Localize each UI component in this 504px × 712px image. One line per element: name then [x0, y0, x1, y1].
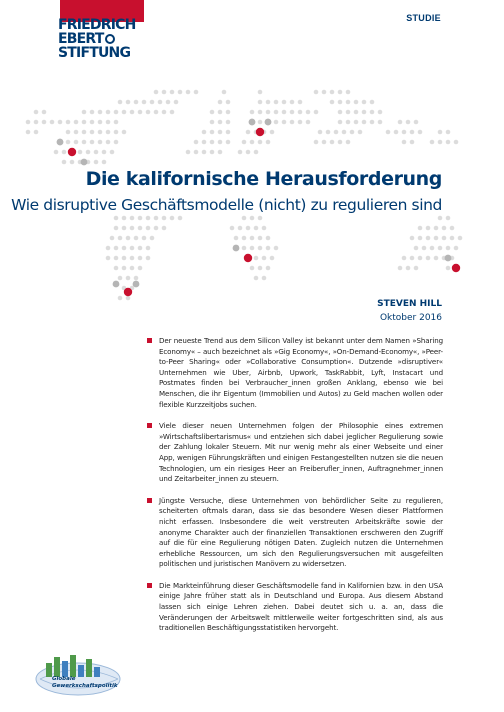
- globe-logo-icon: [30, 649, 130, 701]
- org-logo-line-2: EBERT: [58, 31, 104, 47]
- org-logo: [58, 18, 158, 60]
- footer-logo-text: [52, 676, 118, 690]
- globe-icon: [105, 34, 115, 44]
- summary-paragraph: Viele dieser neuen Unternehmen folgen der Philosophie eines extremen »Wirtschaftslibertarismus« und entziehen sich dabei jeglicher Regulierung sowie der Zahlung lokaler Steuern. Mit nur wenig mehr als einer Webseite und einer App, wenigen Führungskräften und einigen Festangestellten nutzen sie die neuen Technologien, um ein riesiges Heer an Freiberufler_innen, Auftragnehmer_innen und Zeitarbeiter_innen zu steuern.: [147, 421, 443, 485]
- summary-paragraph: Jüngste Versuche, diese Unternehmen von behördlicher Seite zu regulieren, scheiterten oftmals daran, dass sie das besondere Wesen dieser Plattformen nicht erfassen. Insbesondere die weit verstreuten Arbeitskräfte sowie der anonyme Charakter auch der finanziellen Transaktionen erschweren den Zugriff auf die für eine Regulierung nötigen Daten. Zugleich nutzen die Unternehmen erhebliche Ressourcen, um sich den Regulierungsversuchen mit ausgefeilten politischen und juristischen Manövern zu widersetzen.: [147, 496, 443, 570]
- bullet-marker: [147, 498, 152, 503]
- summary-paragraph: Der neueste Trend aus dem Silicon Valley ist bekannt unter dem Namen »Sharing Economy« – auch bezeichnet als »Gig Economy«, »On-Demand-Economy«, »Peer-to-Peer Sharing« oder »Collaborative Consumption«. Dutzende »disruptiver« Unternehmen wie Uber, Airbnb, Upwork, TaskRabbit, Lyft, Instacart und Postmates finden bei Verbraucher_innen großen Anklang, ebenso wie bei Menschen, die ihr Eigentum (Immobilien und Autos) zu Geld machen wollen oder flexible Kurzzeitjobs suchen.: [147, 336, 443, 410]
- org-logo-line-3: STIFTUNG: [58, 45, 131, 61]
- summary-paragraph: Die Markteinführung dieser Geschäftsmodelle fand in Kalifornien bzw. in den USA einige Jahre früher statt als in Deutschland und Europa. Aus diesem Abstand lassen sich einige Lehren ziehen. Dabei deutet sich u. a. an, dass die Veränderungen der Arbeitswelt mittlerweile weiter fortgeschritten sind, als aus traditionellen Beschäftigungsstatistiken hervorgeht.: [147, 581, 443, 634]
- org-logo-line-1: FRIEDRICH: [58, 17, 136, 33]
- footer-logo-line-2: Gewerkschaftspolitik: [52, 683, 118, 689]
- summary-body: [147, 336, 443, 645]
- bullet-marker: [147, 423, 152, 428]
- bullet-marker: [147, 338, 152, 343]
- page-subtitle: Wie disruptive Geschäftsmodelle (nicht) zu regulieren sind: [11, 196, 442, 214]
- author-name: STEVEN HILL: [377, 299, 442, 309]
- page-title: Die kalifornische Herausforderung: [85, 168, 442, 190]
- bullet-marker: [147, 583, 152, 588]
- footer-logo-line-1: Globale: [52, 676, 76, 682]
- document-type-label: STUDIE: [406, 13, 441, 23]
- publication-date: Oktober 2016: [379, 313, 442, 323]
